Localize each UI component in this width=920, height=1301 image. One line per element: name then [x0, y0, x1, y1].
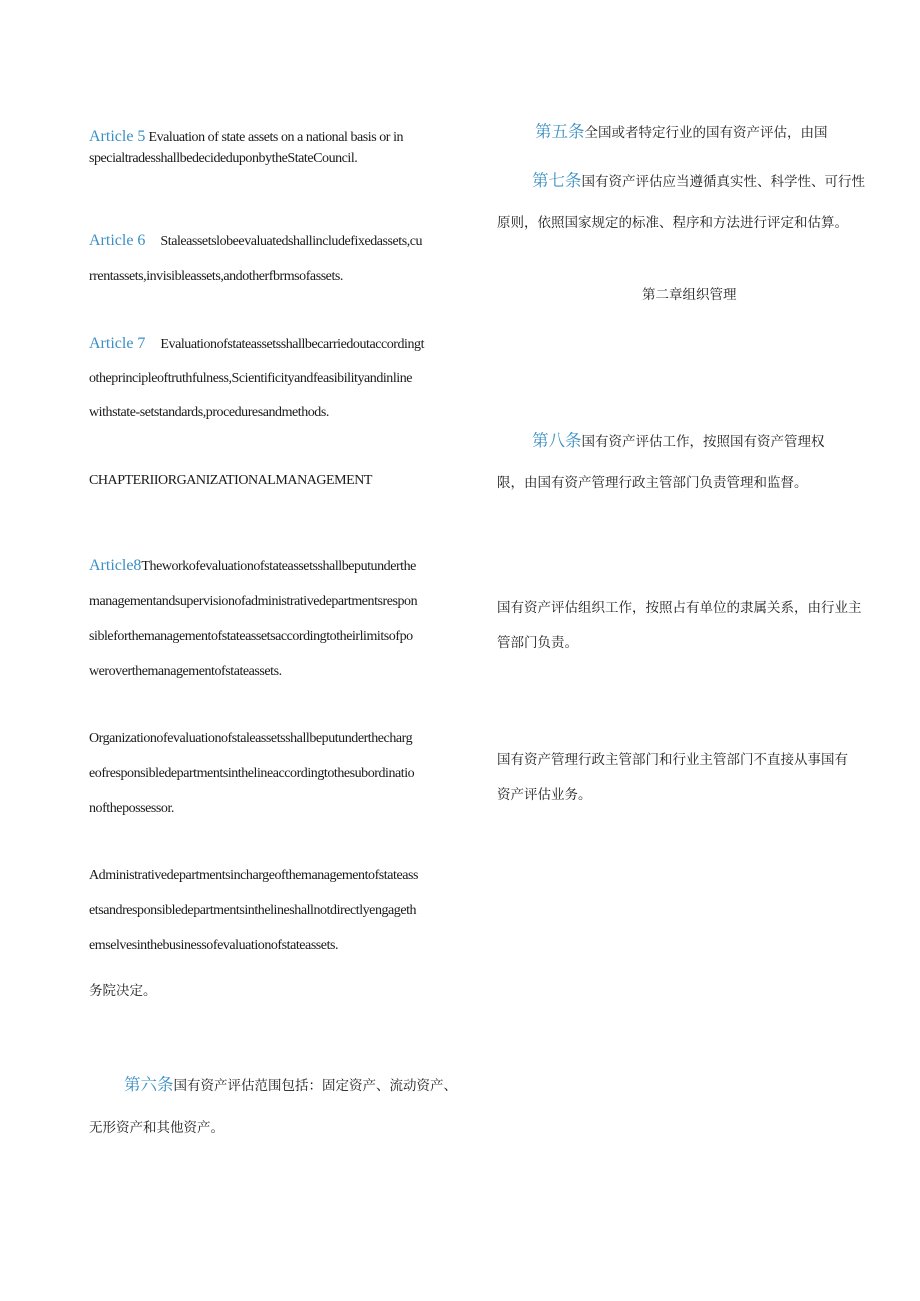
article-7-en [89, 327, 424, 430]
administrative-paragraph-en [89, 858, 418, 963]
paragraph-line: 资产评估业务。 [497, 787, 592, 803]
article-5-line: Evaluation of state assets on a national basis or in [145, 130, 404, 145]
article-8-line: sibleforthemanagementofstateassetsaccordingtotheirlimitsofpo [89, 629, 413, 644]
continuation-text-zh: 务院决定。 [89, 983, 157, 999]
article-8-zh-line: 国有资产评估工作，按照国有资产管理权 [581, 434, 825, 450]
article-label: Article 6 [89, 232, 146, 249]
article-8-zh-line: 限，由国有资产管理行政主管部门负责管理和监督。 [497, 475, 808, 491]
paragraph-line: Organizationofevaluationofstaleassetsshallbeputunderthecharg [89, 731, 413, 746]
article-7-zh-line: 原则，依照国家规定的标准、程序和方法进行评定和估算。 [497, 215, 848, 231]
article-7-zh [497, 160, 865, 244]
paragraph-line: eofresponsibledepartmentsinthelineaccordingtothesubordinatio [89, 766, 415, 781]
article-8-line: Theworkofevaluationofstateassetsshallbeputunderthe [141, 559, 416, 574]
article-6-zh-line: 无形资产和其他资产。 [89, 1120, 224, 1136]
article-7-line: Evaluationofstateassetsshallbecarriedoutaccordingt [160, 337, 425, 352]
paragraph-line: 国有资产管理行政主管部门和行业主管部门不直接从事国有 [497, 752, 848, 768]
article-6-line: Staleassetslobeevaluatedshallincludefixedassets,cu [160, 234, 423, 249]
article-8-line: weroverthemanagementofstateassets. [89, 664, 282, 679]
article-label: 第六条 [124, 1075, 174, 1094]
paragraph-line: 国有资产评估组织工作，按照占有单位的隶属关系，由行业主 [497, 600, 862, 616]
paragraph-line: 管部门负责。 [497, 635, 578, 651]
article-6-line: rrentassets,invisibleassets,andotherfbrmsofassets. [89, 269, 343, 284]
article-5-line: specialtradesshallbedecideduponbytheStateCouncil. [89, 151, 358, 166]
chapter-heading-zh: 第二章组织管理 [642, 287, 737, 303]
article-label: 第五条 [535, 122, 585, 141]
organization-paragraph-zh [497, 591, 862, 661]
article-5-zh [535, 121, 828, 144]
article-6-zh [89, 1064, 457, 1149]
article-7-line: otheprincipleoftruthfulness,Scientificityandfeasibilityandinline [89, 371, 413, 386]
article-8-zh [497, 420, 825, 504]
paragraph-line: emselvesinthebusinessofevaluationofstateassets. [89, 938, 339, 953]
article-label: Article 5 [89, 128, 146, 145]
article-label: 第八条 [532, 431, 582, 450]
article-6-zh-line: 国有资产评估范围包括：固定资产、流动资产、 [173, 1078, 457, 1094]
paragraph-line: Administrativedepartmentsinchargeofthemanagementofstateass [89, 868, 418, 883]
article-7-line: withstate-setstandards,proceduresandmethods. [89, 405, 329, 420]
article-7-zh-line: 国有资产评估应当遵循真实性、科学性、可行性 [581, 174, 865, 190]
article-label: Article 7 [89, 335, 146, 352]
article-8-en [89, 548, 417, 689]
article-label: Article8 [89, 557, 142, 574]
paragraph-line: nofthepossessor. [89, 801, 174, 816]
article-8-line: managementandsupervisionofadministrativedepartmentsrespon [89, 594, 418, 609]
article-label: 第七条 [532, 171, 582, 190]
administrative-paragraph-zh [497, 743, 848, 813]
article-5-en [89, 126, 403, 169]
article-5-zh-line: 全国或者特定行业的国有资产评估，由国 [584, 125, 828, 141]
chapter-heading-en: CHAPTERIIORGANIZATIONALMANAGEMENT [89, 473, 373, 488]
article-6-en [89, 223, 422, 294]
organization-paragraph-en [89, 721, 414, 826]
paragraph-line: etsandresponsibledepartmentsinthelineshallnotdirectlyengageth [89, 903, 417, 918]
